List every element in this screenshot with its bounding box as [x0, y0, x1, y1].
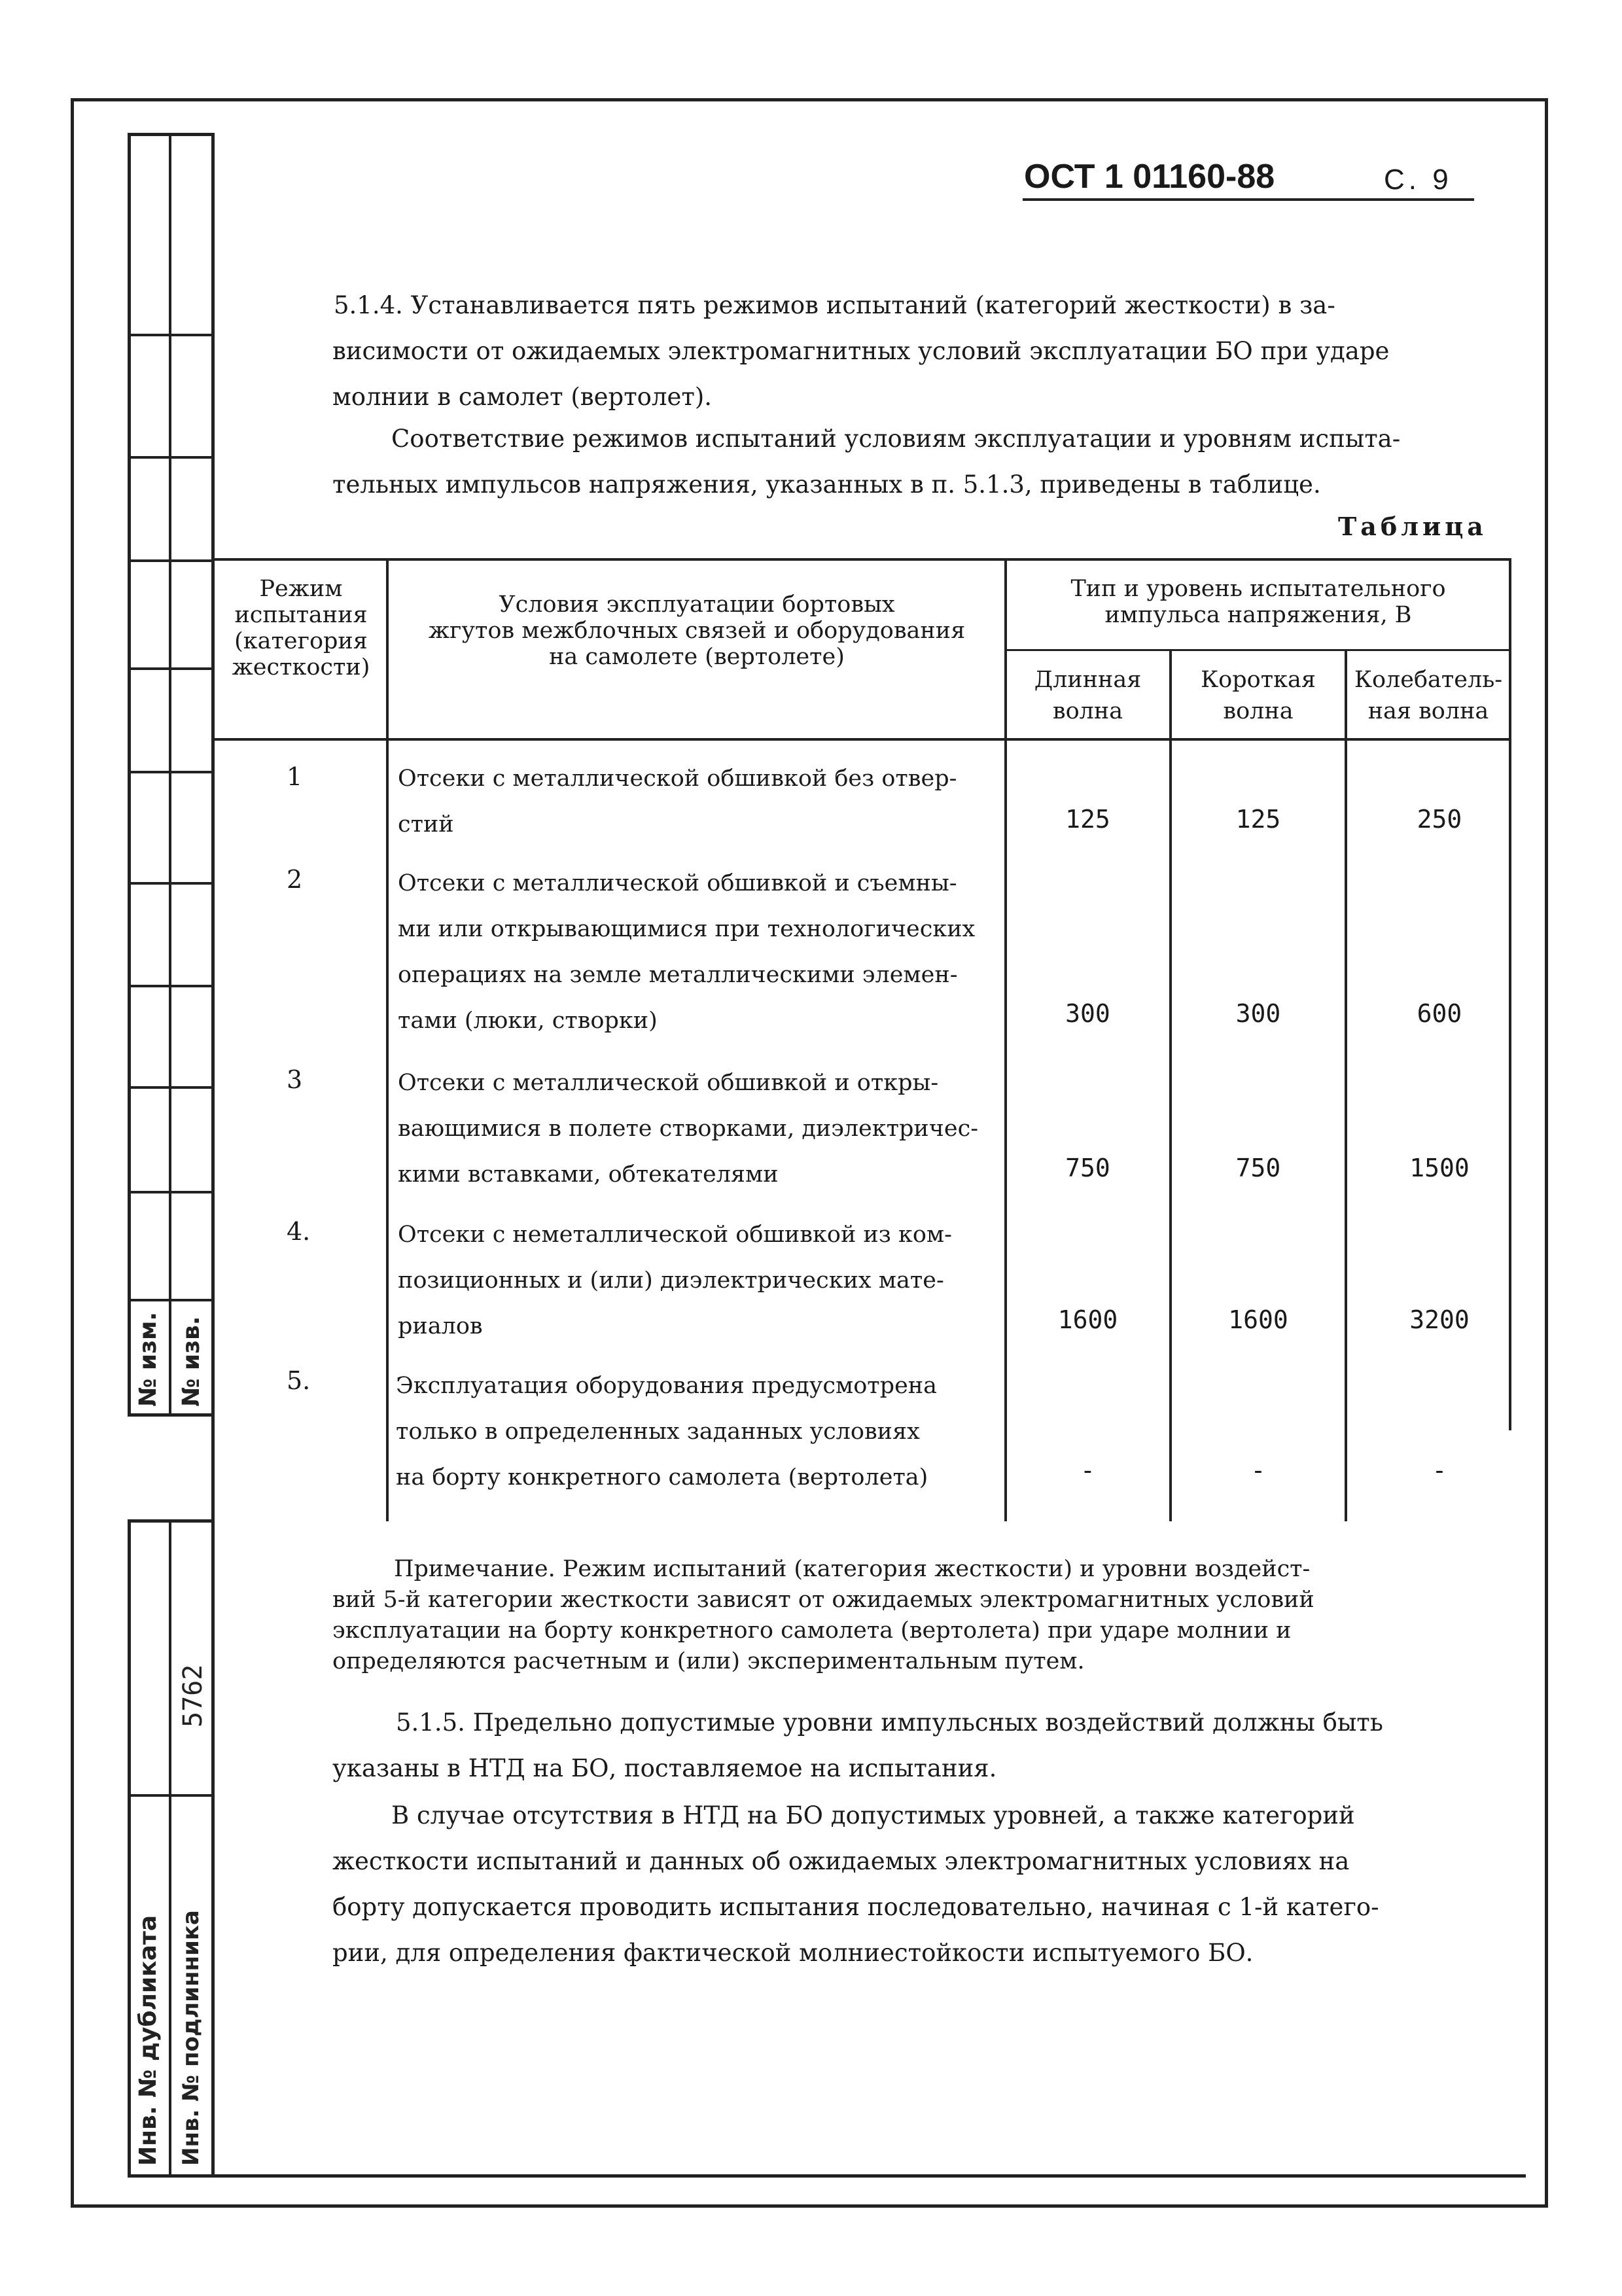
row-text-line: кими вставками, обтекателями	[398, 1161, 779, 1188]
table-col-line-3	[1169, 649, 1172, 1521]
header-short-line: волна	[1223, 698, 1294, 724]
stamp-podl-value: 5762	[178, 1664, 208, 1727]
side-strip-divider-bottom	[169, 1519, 171, 2178]
table-col-line-2	[1004, 558, 1007, 1521]
table-note-cont	[332, 1585, 1314, 1677]
row-2-num: 2	[287, 865, 303, 894]
row-4-osc: 3200	[1409, 1305, 1470, 1334]
header-mode-line: Режим	[259, 576, 343, 602]
row-5-text	[396, 1363, 937, 1500]
stamp-izm-label: № изм.	[135, 1311, 162, 1407]
table-note	[373, 1554, 1310, 1585]
row-text-line: Отсеки с металлической обшивкой и съемны-	[398, 870, 957, 896]
strip-line	[128, 771, 215, 773]
row-1-osc: 250	[1417, 805, 1462, 834]
header-voltage	[1008, 576, 1509, 628]
table-caption: Таблица	[1338, 512, 1487, 541]
header-long-wave	[1008, 664, 1168, 727]
strip-line	[128, 334, 215, 336]
para-line: тельных импульсов напряжения, указанных в п. 5.1.3, приведены в таблице.	[332, 470, 1321, 499]
row-text-line: Отсеки с металлической обшивкой без отвер-	[398, 766, 957, 792]
table-col-line-1	[386, 558, 389, 1521]
para-line: рии, для определения фактической молниестойкости испытуемого БО.	[332, 1939, 1254, 1967]
document-code: ОСТ 1 01160-88	[1024, 158, 1275, 196]
row-1-text	[398, 756, 957, 847]
row-text-line: Отсеки с металлической обшивкой и откры-	[398, 1070, 939, 1096]
header-conditions-line: Условия эксплуатации бортовых	[499, 592, 895, 618]
row-text-line: на борту конкретного самолета (вертолета)	[396, 1464, 928, 1491]
row-5-osc: -	[1432, 1456, 1447, 1485]
strip-line	[128, 1086, 215, 1089]
row-1-long: 125	[1065, 805, 1110, 834]
para-line: висимости от ожидаемых электромагнитных условий эксплуатации БО при ударе	[332, 337, 1390, 365]
row-5-num: 5.	[287, 1366, 311, 1395]
row-2-long: 300	[1065, 999, 1110, 1028]
header-mode-line: испытания	[234, 602, 368, 628]
row-2-osc: 600	[1417, 999, 1462, 1028]
paragraph-5-1-5-cont	[332, 1746, 996, 1792]
row-3-text	[398, 1060, 978, 1197]
header-mode	[222, 576, 379, 680]
header-conditions-line: жгутов межблочных связей и оборудования	[428, 618, 966, 644]
header-long-line: волна	[1052, 698, 1123, 724]
table-header-bottom	[215, 738, 1511, 741]
row-3-long: 750	[1065, 1154, 1110, 1182]
row-1-num: 1	[287, 762, 303, 791]
row-text-line: вающимися в полете створками, диэлектричес-	[398, 1116, 979, 1142]
row-3-osc: 1500	[1409, 1154, 1470, 1182]
note-line: определяются расчетным и (или) экспериментальным путем.	[332, 1648, 1085, 1674]
row-2-text	[398, 860, 975, 1044]
row-text-line: Эксплуатация оборудования предусмотрена	[396, 1373, 937, 1399]
paragraph-5-1-5	[396, 1700, 1383, 1746]
row-text-line: позиционных и (или) диэлектрических мате-	[398, 1267, 944, 1294]
stamp-dubl-label: Инв. № дубликата	[135, 1915, 162, 2166]
para-line: 5.1.5. Предельно допустимые уровни импульсных воздействий должны быть	[396, 1708, 1383, 1737]
row-3-short: 750	[1235, 1154, 1281, 1182]
header-mode-line: (категория	[234, 628, 368, 654]
para-line: В случае отсутствия в НТД на БО допустимых уровней, а также категорий	[391, 1801, 1355, 1829]
strip-line	[128, 559, 215, 562]
header-osc-line: Колебатель-	[1354, 667, 1503, 693]
strip-line	[128, 1191, 215, 1193]
note-line: эксплуатации на борту конкретного самолета (вертолета) при ударе молнии и	[332, 1617, 1292, 1644]
row-text-line: риалов	[398, 1313, 483, 1339]
para-line: молнии в самолет (вертолет).	[332, 383, 713, 411]
row-4-short: 1600	[1228, 1305, 1288, 1334]
header-conditions	[393, 592, 1001, 670]
header-voltage-line: импульса напряжения, В	[1104, 602, 1412, 628]
side-strip-divider	[169, 133, 171, 1417]
paragraph-5-1-4-b	[391, 416, 1400, 462]
strip-line	[128, 456, 215, 459]
header-voltage-line: Тип и уровень испытательного	[1070, 576, 1446, 602]
strip-line	[128, 985, 215, 987]
para-line: борту допускается проводить испытания последовательно, начиная с 1-й катего-	[332, 1893, 1379, 1921]
para-line: жесткости испытаний и данных об ожидаемых электромагнитных условиях на	[332, 1847, 1350, 1875]
header-short-wave	[1172, 664, 1344, 727]
header-short-line: Короткая	[1201, 667, 1316, 693]
strip-line	[128, 1299, 215, 1301]
note-line: Примечание. Режим испытаний (категория жесткости) и уровни воздейст-	[394, 1556, 1311, 1582]
header-osc-wave	[1347, 664, 1510, 727]
row-text-line: ми или открывающимися при технологических	[398, 916, 976, 942]
strip-line	[128, 882, 215, 885]
strip-line	[128, 1794, 215, 1797]
row-text-line: тами (люки, створки)	[398, 1008, 658, 1034]
header-underline	[1023, 198, 1474, 201]
header-conditions-line: на самолете (вертолете)	[549, 644, 845, 670]
row-4-text	[398, 1212, 952, 1349]
paragraph-5-1-5-b-cont	[332, 1839, 1379, 1976]
row-1-short: 125	[1235, 805, 1281, 834]
paragraph-5-1-4-b-cont	[332, 462, 1321, 508]
row-text-line: операциях на земле металлическими элемен-	[398, 962, 958, 988]
header-osc-line: ная волна	[1367, 698, 1489, 724]
header-mode-line: жесткости)	[232, 654, 370, 680]
row-text-line: стий	[398, 811, 454, 838]
para-line: указаны в НТД на БО, поставляемое на испытания.	[332, 1754, 997, 1782]
stamp-podl-label: Инв. № подлинника	[178, 1910, 204, 2166]
table-subheader-line	[1006, 649, 1511, 651]
para-line: Соответствие режимов испытаний условиям эксплуатации и уровням испыта-	[391, 425, 1401, 453]
stamp-izv-label: № изв.	[178, 1316, 205, 1407]
note-line: вий 5-й категории жесткости зависят от ожидаемых электромагнитных условий	[332, 1587, 1314, 1613]
row-3-num: 3	[287, 1065, 303, 1094]
row-4-num: 4.	[287, 1217, 311, 1246]
para-line: 5.1.4. Устанавливается пять режимов испытаний (категорий жесткости) в за-	[334, 291, 1335, 319]
table-col-line-4	[1345, 649, 1347, 1521]
paragraph-5-1-5-b	[391, 1793, 1355, 1839]
strip-line	[128, 667, 215, 670]
row-5-long: -	[1080, 1456, 1095, 1485]
paragraph-5-1-4-cont	[332, 328, 1389, 420]
header-long-line: Длинная	[1034, 667, 1142, 693]
row-text-line: только в определенных заданных условиях	[396, 1419, 920, 1445]
row-5-short: -	[1250, 1456, 1266, 1485]
table-top-line	[215, 558, 1511, 561]
row-text-line: Отсеки с неметаллической обшивкой из ком-	[398, 1222, 952, 1248]
row-2-short: 300	[1235, 999, 1281, 1028]
page-number: С. 9	[1384, 164, 1453, 196]
paragraph-5-1-4	[334, 283, 1335, 328]
row-4-long: 1600	[1057, 1305, 1118, 1334]
